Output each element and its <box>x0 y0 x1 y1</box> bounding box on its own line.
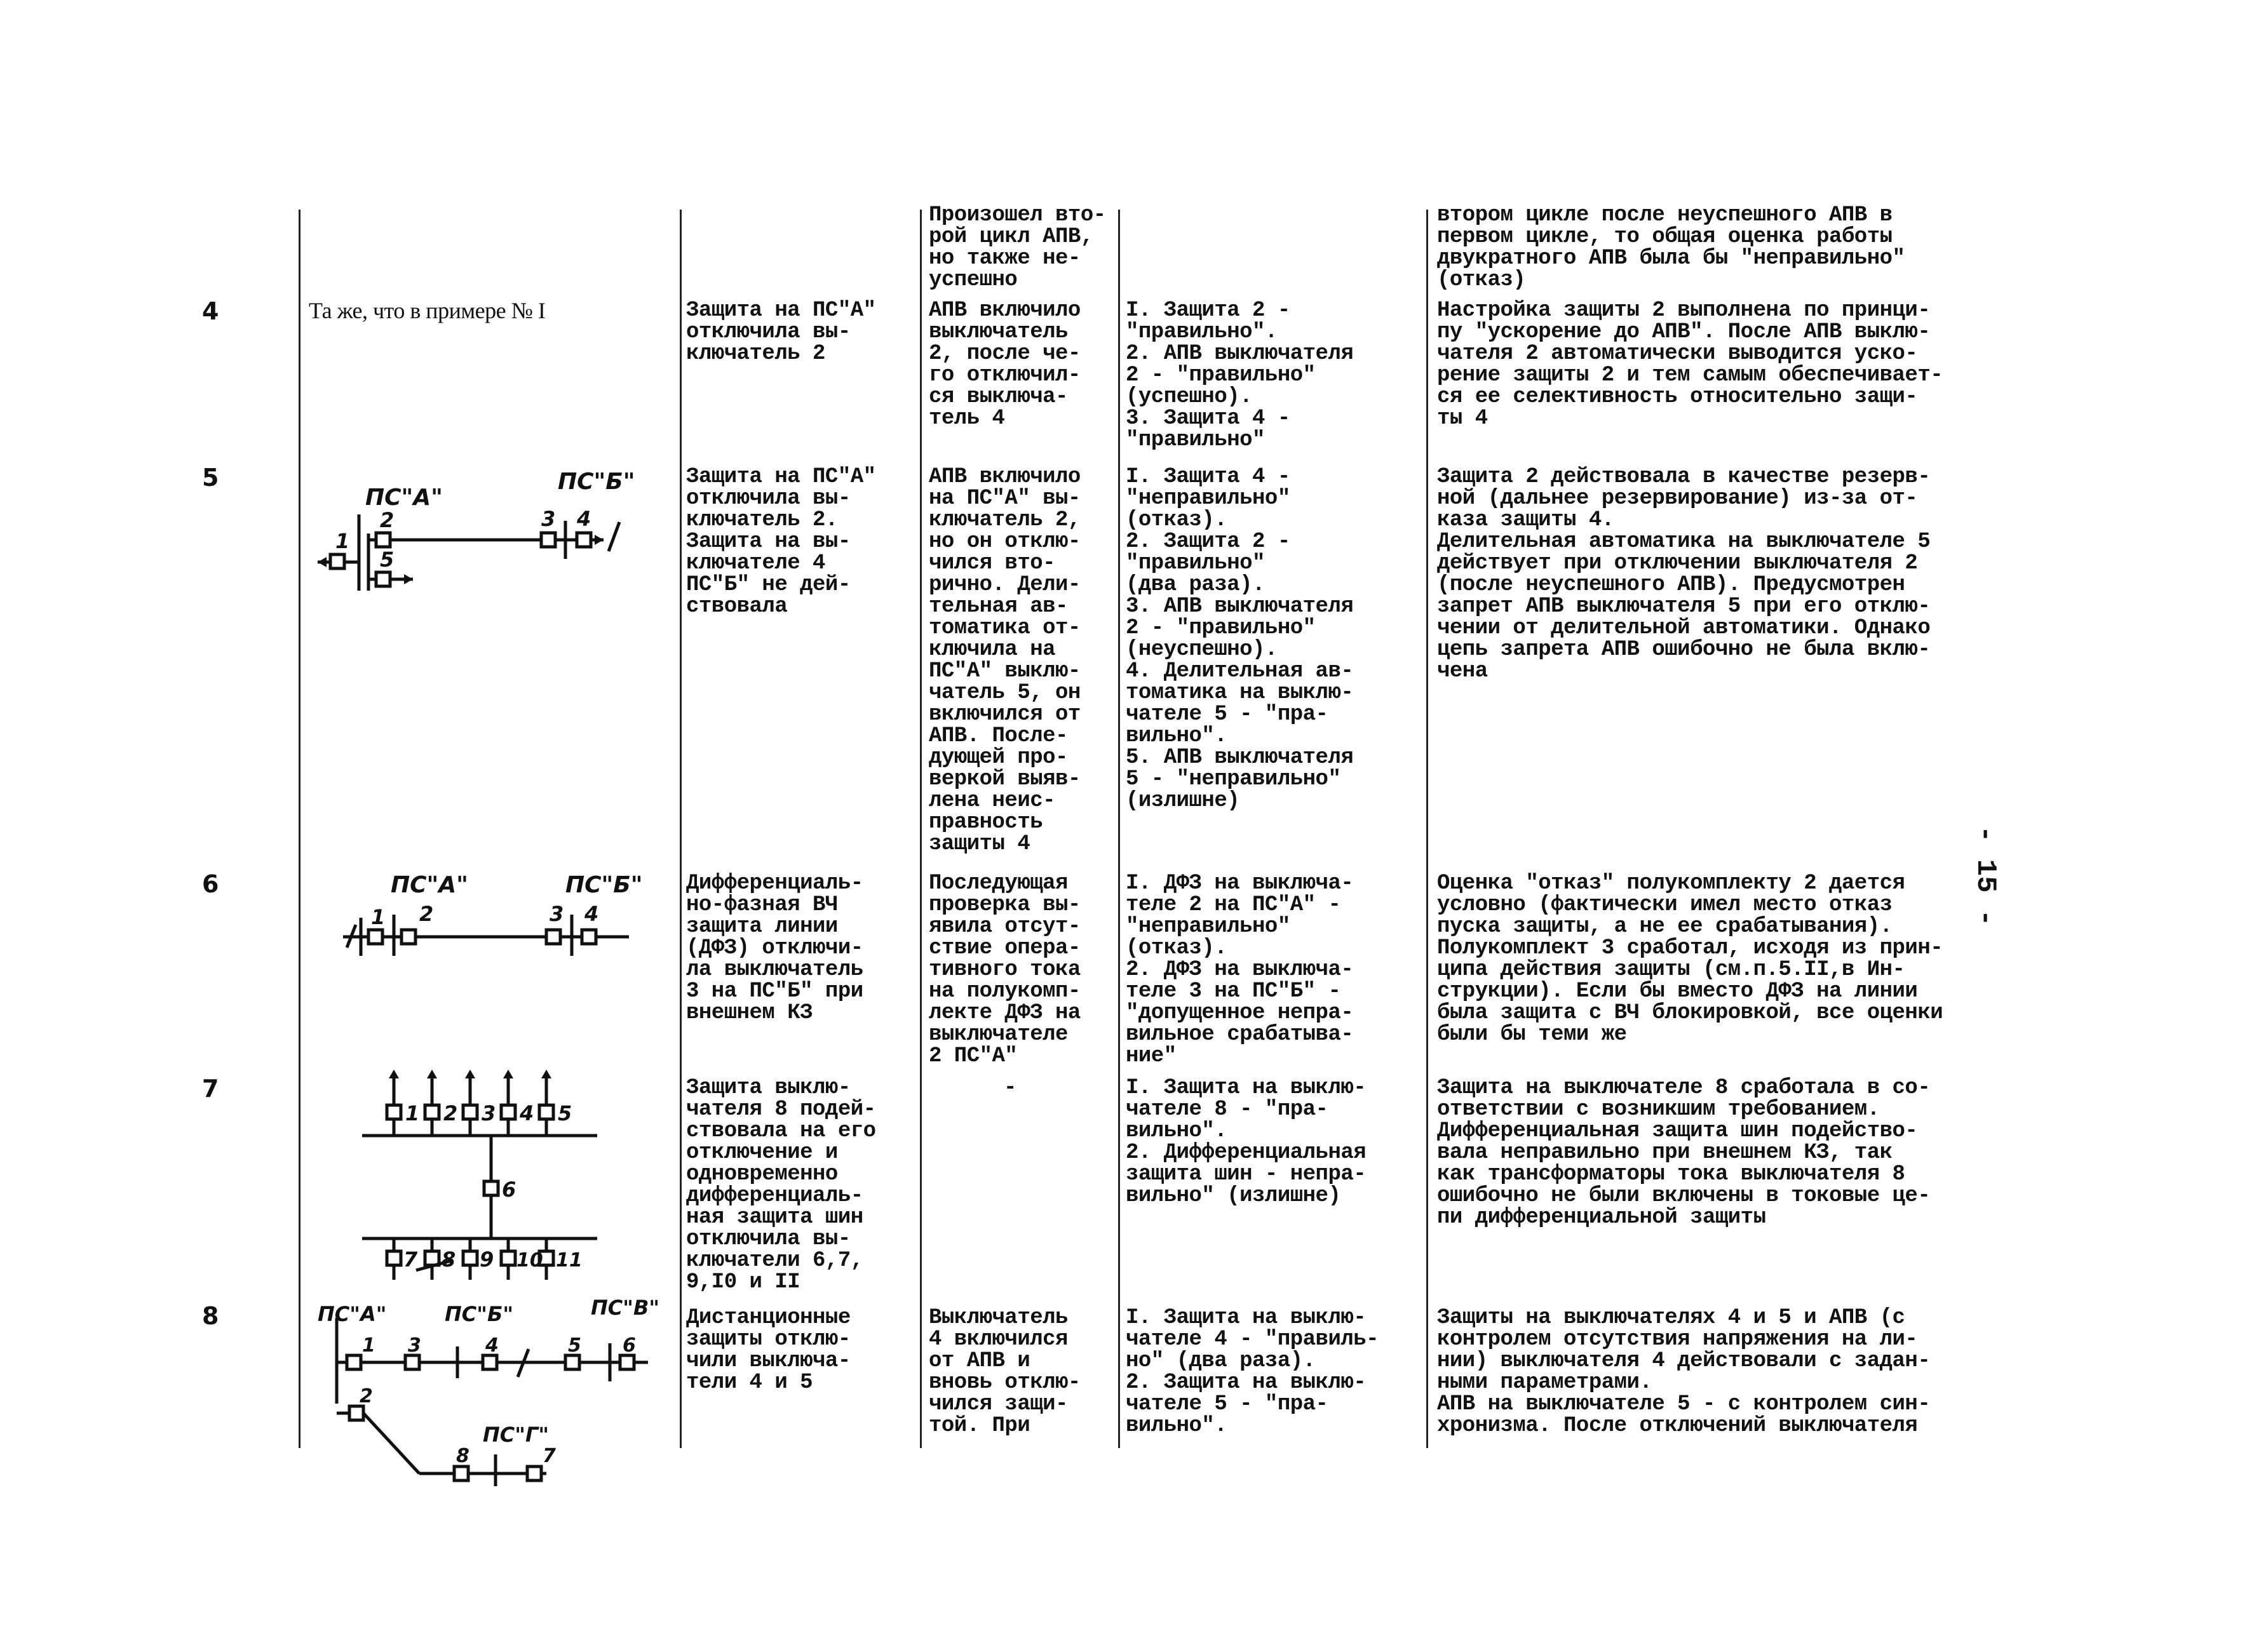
top-col5-text: втором цикле после неуспешного АПВ в первом цикле, то общая оценка работы двукратного АПВ была бы "неправильно" (отказ) <box>1437 203 1905 292</box>
note-text: Защита 2 действовала в качестве резерв- ной (дальнее резервирование) из-за от- каза защиты 4. Делительная автоматика на выключателе 5 действует при отключении выключателя 2 (после неуспешного АПВ). Предусмотрен запрет АПВ выключателя 5 при его отклю- чении от делительной автоматики. Однако цепь запрета АПВ ошибочно не была вклю- чена <box>1437 465 1931 683</box>
substation-label: ПС"В" <box>591 1296 659 1320</box>
substation-label: ПС"А" <box>365 485 443 511</box>
table-rule-5 <box>1426 210 1428 1448</box>
breaker-label: 2 <box>419 902 434 926</box>
note-text: Защиты на выключателях 4 и 5 и АПВ (с контролем отсутствия напряжения на ли- нии) выключателя 4 действовали с задан- ными параметрами. АПВ на выключателе 5 - с контролем син- хронизма. После отключений выключателя <box>1437 1306 1931 1438</box>
breaker-label: 6 <box>623 1334 636 1357</box>
breaker-label: 3 <box>408 1334 421 1357</box>
note-text: Оценка "отказ" полукомплекту 2 дается условно (фактически имел место отказ пуска защиты, а не ее срабатывания). Полукомплект 3 сработал, исходя из прин- ципа действия защиты (см.п.5.II,в Ин- струкции). Если бы вместо ДФЗ на линии была защита с ВЧ блокировкой, все оценки были бы теми же <box>1437 871 1943 1047</box>
assessment-text: I. ДФЗ на выключа- теле 2 на ПС"А" - "неправильно" (отказ). 2. ДФЗ на выключа- теле 3 на ПС"Б" - "допущенное непра- вильное срабатыва- ние" <box>1126 871 1354 1068</box>
outcome-text: АПВ включило на ПС"А" вы- ключатель 2, но он отклю- чился вто- рично. Дели- тельная ав- томатика от- ключила на ПС"А" выклю- чатель 5, он включился от АПВ. После- дующей про- веркой выяв- лена неис- правность защиты 4 <box>929 465 1081 856</box>
event-text: Дистанционные защиты отклю- чили выключа- тели 4 и 5 <box>686 1306 851 1395</box>
breaker-label: 1 <box>335 529 350 553</box>
breaker-label: 2 <box>443 1101 458 1125</box>
substation-label: ПС"Б" <box>558 469 635 495</box>
breaker-label: 1 <box>405 1101 420 1125</box>
outcome-text: Последующая проверка вы- явила отсут- ствие опера- тивного тока на полукомп- лекте ДФЗ на выключателе 2 ПС"А" <box>929 871 1081 1068</box>
event-text: Защита на ПС"А" отключила вы- ключатель 2 <box>686 299 876 366</box>
note-text: Защита на выключателе 8 сработала в со- ответствии с возникшим требованием. Дифференциальная защита шин подейство- вала неправильно при внешнем КЗ, так как трансформаторы тока выключателя 8 ошибочно не были включены в токовые це- пи дифференциальной защиты <box>1437 1076 1931 1230</box>
top-col3-text: Произошел вто- рой цикл АПВ, но также не- успешно <box>929 203 1106 292</box>
assessment-text: I. Защита на выклю- чателе 4 - "правиль- но" (два раза). 2. Защита на выклю- чателе 5 - "пра- вильно". <box>1126 1306 1379 1438</box>
breaker-label: 1 <box>371 905 386 929</box>
breaker-label: 11 <box>556 1249 583 1272</box>
outcome-text: АПВ включило выключатель 2, после че- го отключил- ся выключа- тель 4 <box>929 299 1081 431</box>
table-rule-2 <box>680 210 682 1448</box>
circuit-diagram <box>305 870 661 962</box>
breaker-label: 8 <box>442 1247 456 1272</box>
breaker-label: 2 <box>380 508 395 532</box>
event-text: Дифференциаль- но-фазная ВЧ защита линии (ДФЗ) отключи- ла выключатель 3 на ПС"Б" при внешнем КЗ <box>686 871 863 1025</box>
note-text: Настройка защиты 2 выполнена по принци- пу "ускорение до АПВ". После АПВ выклю- чателя 2 автоматически выводится уско- рение защиты 2 и тем самым обеспечивает- ся ее селективность относительно защи- ты 4 <box>1437 299 1943 431</box>
breaker-label: 3 <box>541 507 556 531</box>
row-number: 5 <box>202 464 219 492</box>
breaker-label: 4 <box>584 902 599 926</box>
substation-label: ПС"Г" <box>483 1423 549 1447</box>
table-rule-4 <box>1118 210 1120 1448</box>
breaker-label: 5 <box>568 1334 581 1357</box>
assessment-text: I. Защита 2 - "правильно". 2. АПВ выключателя 2 - "правильно" (успешно). 3. Защита 4 - "правильно" <box>1126 299 1354 452</box>
breaker-label: 5 <box>380 547 395 572</box>
circuit-diagram <box>305 1067 661 1286</box>
breaker-label: 4 <box>577 507 591 531</box>
row-number: 8 <box>202 1302 219 1330</box>
substation-label: ПС"Б" <box>565 872 643 898</box>
outcome-text: Выключатель 4 включился от АПВ и вновь отклю- чился защи- той. При <box>929 1306 1081 1438</box>
table-rule-3 <box>920 210 922 1448</box>
breaker-label: 5 <box>558 1101 572 1125</box>
substation-label: ПС"Б" <box>445 1302 513 1326</box>
substation-label: ПС"А" <box>318 1302 387 1326</box>
row-number: 7 <box>202 1075 219 1103</box>
row-number: 6 <box>202 870 219 898</box>
breaker-label: 3 <box>550 902 564 926</box>
circuit-diagram <box>305 457 661 613</box>
breaker-label: 3 <box>482 1101 496 1125</box>
breaker-label: 10 <box>516 1249 543 1272</box>
table-rule-left <box>299 210 300 1448</box>
breaker-label: 1 <box>362 1334 375 1357</box>
scheme-text: Та же, что в примере № I <box>309 298 546 323</box>
breaker-label: 4 <box>520 1101 534 1125</box>
page-number: - 15 - <box>1969 826 2001 927</box>
breaker-label: 8 <box>456 1445 469 1467</box>
substation-label: ПС"А" <box>391 872 468 898</box>
assessment-text: I. Защита 4 - "неправильно" (отказ). 2. Защита 2 - "правильно" (два раза). 3. АПВ выключателя 2 - "правильно" (неуспешно). 4. Делительная ав- томатика на выклю- чателе 5 - "пра- вильно". 5. АПВ выключателя 5 - "неправильно" (излишне) <box>1126 465 1354 813</box>
breaker-label: 7 <box>403 1247 418 1272</box>
event-text: Защита выклю- чателя 8 подей- ствовала на его отключение и одновременно дифференциаль- ная защита шин отключила вы- ключатели 6,7, 9,I0 и II <box>686 1076 876 1294</box>
outcome-text: - <box>1004 1076 1016 1100</box>
circuit-diagram <box>299 1296 680 1489</box>
breaker-label: 9 <box>480 1247 494 1272</box>
breaker-label: 4 <box>485 1334 499 1357</box>
event-text: Защита на ПС"А" отключила вы- ключатель 2. Защита на вы- ключателе 4 ПС"Б" не дей- ствовала <box>686 465 876 619</box>
assessment-text: I. Защита на выклю- чателе 8 - "пра- вильно". 2. Дифференциальная защита шин - непра- вильно" (излишне) <box>1126 1076 1367 1208</box>
breaker-label: 6 <box>502 1178 516 1202</box>
breaker-label: 7 <box>543 1445 556 1467</box>
breaker-label: 2 <box>360 1385 373 1407</box>
row-number: 4 <box>202 297 219 325</box>
